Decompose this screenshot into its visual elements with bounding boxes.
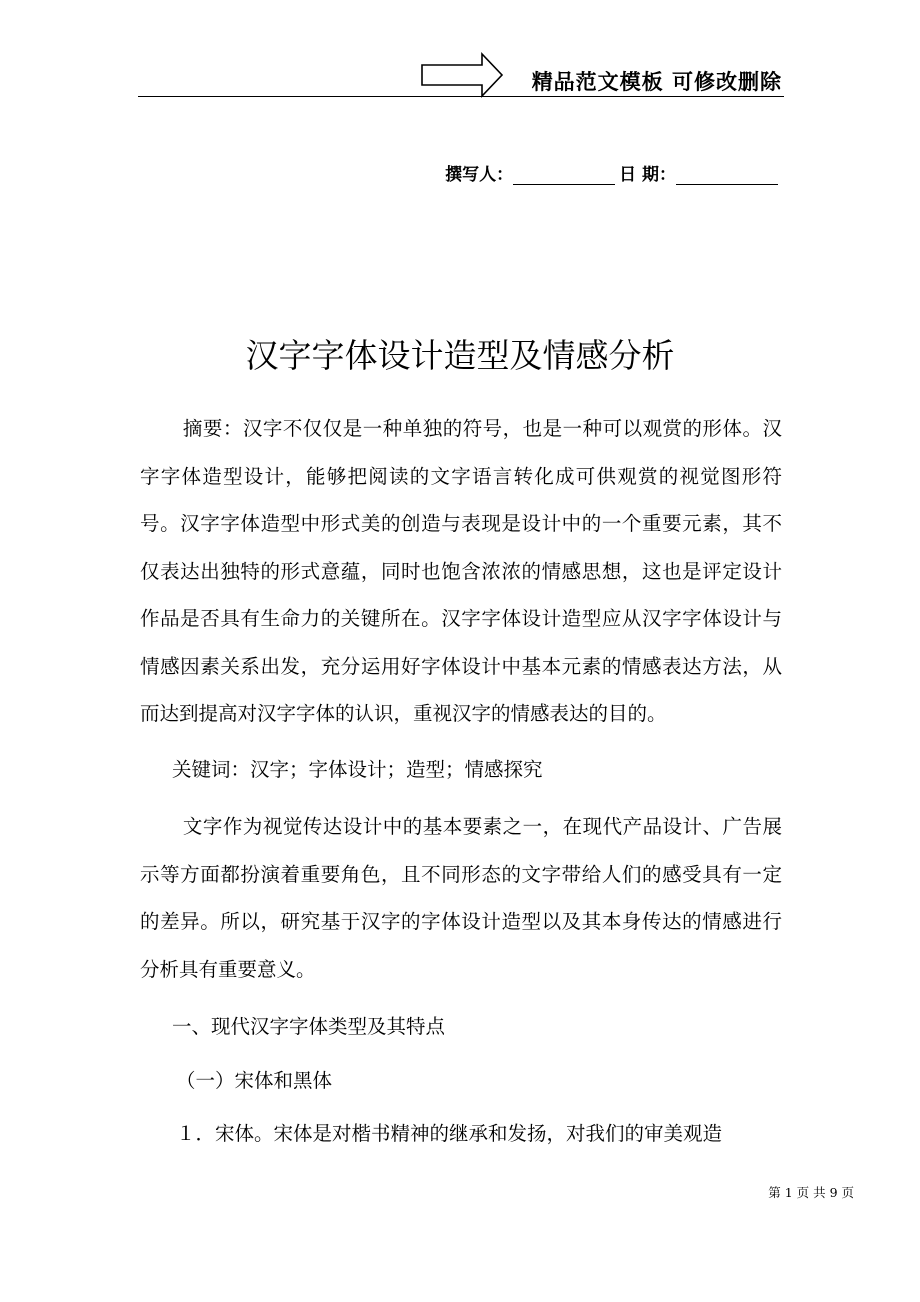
list-item: １．宋体。宋体是对楷书精神的继承和发扬，对我们的审美观造 (176, 1122, 723, 1145)
header-divider (138, 96, 784, 97)
header-title: 精品范文模板 可修改删除 (531, 70, 782, 94)
abstract-paragraph: 摘要：汉字不仅仅是一种单独的符号，也是一种可以观赏的形体。汉字字体造型设计，能够把阅读的文字语言转化成可供观赏的视觉图形符号。汉字字体造型中形式美的创造与表现是设计中的一个重要元素，其不仅表达出独特的形式意蕴，同时也饱含浓浓的情感思想，这也是评定设计作品是否具有生命力的关键所在。汉字字体设计造型应从汉字字体设计与情感因素关系出发，充分运用好字体设计中基本元素的情感表达方法，从而达到提高对汉字字体的认识，重视汉字的情感表达的目的。 (140, 417, 782, 725)
page-number: 第 1 页 共 9 页 (768, 1185, 854, 1200)
right-arrow-icon (420, 52, 504, 98)
author-date-line (445, 160, 782, 185)
section-heading: 一、现代汉字字体类型及其特点 (172, 1015, 446, 1038)
date-label: 日 期： (619, 165, 676, 185)
document-body (140, 405, 782, 1158)
author-label: 撰写人： (445, 165, 514, 185)
document-title: 汉字字体设计造型及情感分析 (245, 336, 675, 375)
intro-paragraph: 文字作为视觉传达设计中的基本要素之一，在现代产品设计、广告展示等方面都扮演着重要角色，且不同形态的文字带给人们的感受具有一定的差异。所以，研究基于汉字的字体设计造型以及其本身传达的情感进行分析具有重要意义。 (140, 815, 782, 981)
subsection-heading: （一）宋体和黑体 (176, 1068, 333, 1092)
author-blank (513, 166, 615, 185)
keywords-line: 关键词：汉字；字体设计；造型；情感探究 (172, 757, 543, 781)
date-blank (676, 166, 778, 185)
